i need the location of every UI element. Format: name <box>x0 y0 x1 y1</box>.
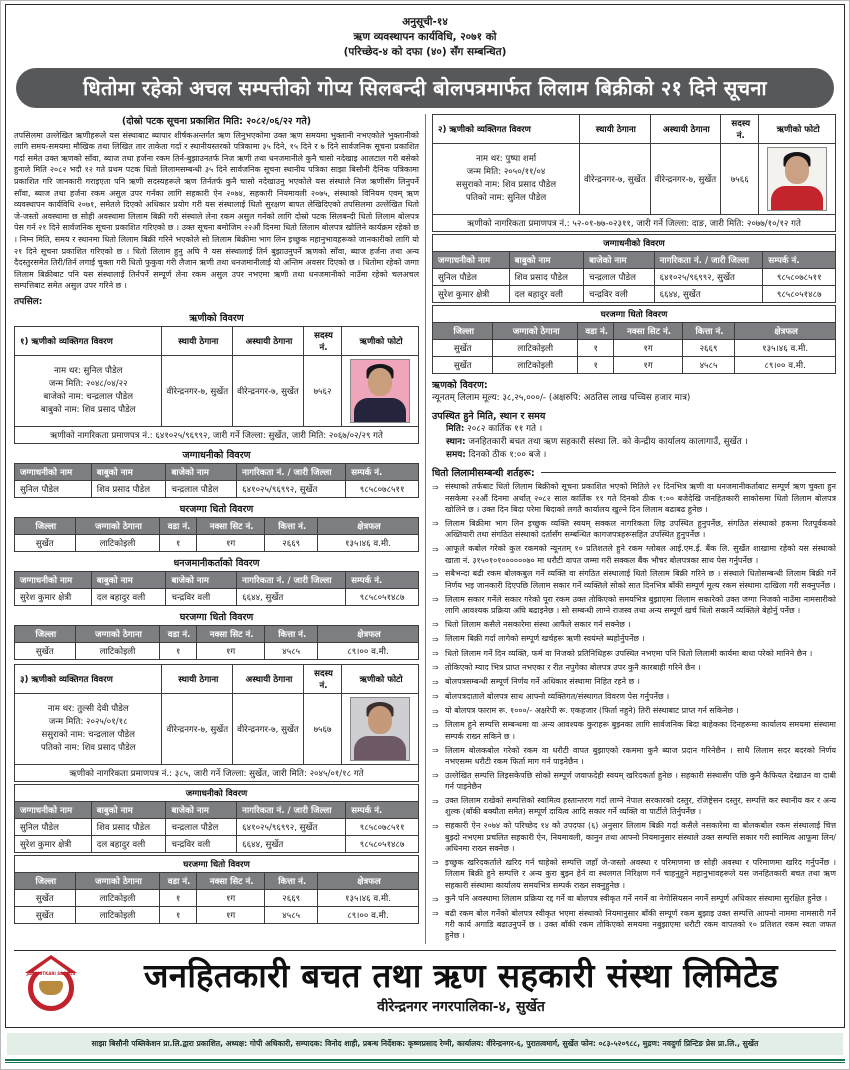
column-header: सम्पर्क नं. <box>346 463 419 480</box>
table-cell: १३५।४६ व.मी. <box>735 339 836 356</box>
column-header: जग्गाधनीको नाम <box>15 571 92 588</box>
table-row <box>433 339 836 356</box>
mortgage-table-b2 <box>432 305 836 374</box>
column-header: कित्ता नं. <box>265 872 318 889</box>
borrower2-photo <box>767 147 827 211</box>
term-item <box>432 633 836 645</box>
borrower1-temp-addr: वीरेन्द्रनगर-७, सुर्खेत <box>233 355 304 426</box>
table-cell: ४५८५ <box>682 356 734 373</box>
landowner-title-b3: जग्गाधनीको विवरण <box>15 784 419 801</box>
meeting-time-value: दिनको ठीक १:०० बजे । <box>468 450 547 461</box>
arrow-bullet-icon: ⇒ <box>432 746 439 756</box>
table-cell: १३५।४६ व.मी. <box>317 889 418 906</box>
column-header: बाबुको नाम <box>91 463 166 480</box>
table-row <box>15 835 419 852</box>
column-header: जग्गाधनीको नाम <box>433 251 510 268</box>
term-text: इच्छुक खरिदकर्ताले खरिद गर्न चाहेको सम्पत्ति जहाँ जे-जस्तो अवस्था र परिमाणमा छ सोही अवस्था र परिमाणमा खरिद गर्नुपर्नेछ । लिलाम बिक्री हुने सम्पत्ति र अन्य कुरा बुझ्न हेर्न वा स्थलगत निरिक्षण गर्न चाहनुहुने महानुभावहरूले यस जनहितकारी बचत तथा ऋण सहकारी संस्थामा कार्यालय समयभित्र सम्पर्क राख्न सक्नुहुनेछ । <box>445 857 836 890</box>
avatar-torso <box>354 736 406 761</box>
column-header: कित्ता नं. <box>265 517 318 534</box>
term-text: लिलाम सकार गर्नेले सकार गरेको पूरा रकम उक्त तोकिएको समयभित्र बुझाएमा लिलाम सकारेको उक्त जग्गा निजको नाउँमा नामसारीको लागि आवश्यक प्रक्रिया अघि बढाइनेछ । सो सम्बन्धी लाग्ने राजस्व तथा अन्य सम्पूर्ण खर्च धितो सकार्ने व्यक्तिले बेहोर्नु पर्नेछ । <box>445 594 836 615</box>
term-item <box>432 543 836 566</box>
borrower3-temp-addr: वीरेन्द्रनगर-७, सुर्खेत <box>233 693 304 764</box>
term-text: सहकारी ऐन २०७४ को परिच्छेद १४ को उपदफा (६) अनुसार लिलाम बिक्री गर्दा कसैले नसकारेमा वा बोलकबोल रकम संस्थालाई चित्त बुझ्दो नभएमा प्रचलित सहकारी ऐन, नियमावली, कानुन तथा आफ्नो नियमानुसार संस्थाले उक्त सम्पत्ति सकार गरी स्वामित्व आफूमा लिन/अधिनमा राख्न सक्नेछ । <box>445 821 836 853</box>
borrower1-photo <box>350 359 410 423</box>
table-cell: ९८५८०७८५११ <box>346 480 419 497</box>
term-item <box>432 481 836 515</box>
table-cell: १ग <box>196 642 265 659</box>
table-cell: सुरेश कुमार क्षेत्री <box>15 588 92 605</box>
mortgage-title-b1: घरजग्गा धितो विवरण <box>179 503 254 515</box>
borrower1-personal-table <box>14 326 419 444</box>
table-cell: चन्द्रविर वली <box>584 285 655 302</box>
column-header: नक्सा सिट नं. <box>614 322 683 339</box>
column-header: क्षेत्रफल <box>317 625 418 642</box>
org-logo <box>20 955 82 1019</box>
table-cell: सुर्खेत <box>15 642 76 659</box>
table-cell: १ <box>160 642 196 659</box>
borrower3-photo-cell <box>342 693 419 764</box>
perm-addr-header: स्थायी ठेगाना <box>162 326 233 355</box>
term-item <box>432 619 836 631</box>
table-cell: लाटिकोइली <box>493 339 578 356</box>
table-cell: ९८५८०७८५११ <box>763 268 836 285</box>
notice-body-paragraph: तपसिलमा उल्लेखित ऋणीहरूले यस संस्थाबाट ब्यापार शीर्षकअन्तर्गत ऋण लिनुभएकोमा उक्त ऋण समयमा भुक्तानी नभएकोले भुक्तानीको लागि समय-समयमा मौखिक तथा लिखित तार ताकेता गर्दा र स्थानीयस्तरको पत्रिकामा ३५ दिने, १५ दिने र ७ दिने सार्वजनिक सूचना प्रकाशित गर्दा समेत उक्त ऋणको साँवा, ब्याज तथा हर्जना रकम तिर्न-बुझाउनतर्फ निज ऋणी तथा धनजमानीले कुनै चासो नदेखाइ आलटाल गरी बसेको हुनाले मिति २०८२ भदौ १२ गते प्रथम पटक धितो लिलामसम्बन्धी ३५ दिने सार्वजनिक सूचना स्थानीय पत्रिका साझा बिसौनी दैनिक पत्रिकामा प्रकाशित गरि जानकारी गराइएता पनि ऋणी सदस्यहरूले ऋण तिर्नतर्फ कुनै चासो नदेखाउनु भएकोले यस संस्थाले निज ऋणीसँग लिनुपर्ने साँवा, ब्याज तथा हर्जना रकम असुल उपर गर्नका लागि सहकारी ऐन २०७४, सहकारी नियमावली २०७५, संस्थाको विनियम एवम् ऋण व्यवस्थापन कार्यविधि २०७१, समेतले दिएको अधिकार प्रयोग गरी यस संस्थालाई धितो सुरक्षण बापत लेखिदिएको तपसिलमा उल्लेखित धितो जे-जस्तो अवस्थामा छ सोही अवस्थामा लिलाम बिक्री गरी संस्थाले लेना रकम असुल गर्नको लागि दोस्रो पटक सिलबन्दी धितो लिलाम बोलपत्र पेस गर्न २१ दिने सार्वजनिक सूचना प्रकाशित गरिएको छ । उक्त सूचना बमोजिम २२औं दिनमा धितो लिलाम बोलपत्र खोलिने कार्यक्रम रहेको छ । निम्न मिति, समय र स्थानमा धितो लिलाम बिक्री गरिने भएकोले सो लिलाम बिक्रीमा भाग लिन इच्छुक महानुभावहरूको जानकारीको लागि यो २१ दिने सूचना प्रकाशित गरिएको छ । धितो लिलाम हुनु अघि नै यस संस्थालाई तिर्न बुझाउनुपर्ने ऋणको साँवा, ब्याज हर्जना तथा अन्य दैदस्तुरसमेत तिरी/तिर्न लगाई चुक्ता गरी धितो फुकुवा गरी लैजान ऋणी तथा धनजमानीलाई यो अन्तिम अवसर दिएको छ । धितोमा रहेको जग्गा लिलाम बिक्रीबाट पनि यस संस्थालाई तिर्नपर्ने सम्पूर्ण लेना रकम असुल उपर नभएमा ऋणी तथा धनजमानीको नाउँमा रहेको चलअचल सम्पत्तिबाट समेत असुल उपर गरिने छ । <box>14 130 419 291</box>
mortgage-title-guarantor: घरजग्गा धितो विवरण <box>179 611 254 623</box>
table-cell: ६६४४, सुर्खेत <box>654 285 763 302</box>
column-header: बाजेको नाम <box>166 571 237 588</box>
table-row <box>15 534 419 551</box>
landowner-title-b1: जग्गाधनीको विवरण <box>182 449 251 461</box>
arrow-bullet-icon: ⇒ <box>432 692 439 702</box>
org-identity <box>92 958 830 1016</box>
temp-addr-header: अस्थायी ठेगाना <box>650 114 721 143</box>
bottom-rule <box>5 1059 845 1063</box>
table-cell: १ <box>578 339 614 356</box>
table-cell: लाटिकोइली <box>75 889 160 906</box>
meeting-date-value: २०८२ कार्तिक ११ गते । <box>467 423 543 434</box>
table-cell: सुर्खेत <box>15 889 76 906</box>
temp-addr-header: अस्थायी ठेगाना <box>233 664 304 693</box>
table-cell: लाटिकोइली <box>493 356 578 373</box>
borrower3-details <box>15 693 162 764</box>
member-no-header: सदस्य नं. <box>303 326 341 355</box>
table-cell: ८९।०० व.मी. <box>317 906 418 923</box>
mortgage-table-b1 <box>14 517 419 552</box>
term-item <box>432 770 836 793</box>
term-text: धितो लिलाम कसैले नसकारेमा संस्था आफैंले सकार गर्न सक्नेछ । <box>445 619 631 629</box>
arrow-bullet-icon: ⇒ <box>432 677 439 687</box>
borrower3-perm-addr: वीरेन्द्रनगर-७, सुर्खेत <box>162 693 233 764</box>
table-row <box>433 268 836 285</box>
table-cell: १ग <box>196 534 265 551</box>
member-no-header: सदस्य नं. <box>721 114 759 143</box>
term-item <box>432 648 836 660</box>
meeting-place <box>446 436 836 449</box>
avatar-face <box>368 368 392 396</box>
mortgage-title-b2: घरजग्गा धितो विवरण <box>433 305 836 322</box>
table-cell: सुर्खेत <box>15 906 76 923</box>
table-cell: १ग <box>614 339 683 356</box>
table-cell: दल बहादुर वली <box>91 835 166 852</box>
notice-title: धितोमा रहेको अचल सम्पत्तीको गोप्य सिलबन्दी बोलपत्रमार्फत लिलाम बिक्रीको २१ दिने सूचना <box>16 68 834 108</box>
landowner-table-b1 <box>14 463 419 498</box>
borrower1-photo-cell <box>342 355 419 426</box>
table-cell: चन्द्रविर वली <box>166 588 237 605</box>
term-item <box>432 893 836 905</box>
term-text: लिलाम बोलकबोल गरेको रकम वा धरौटी वापत बुझाएको रकममा कुनै ब्याज प्रदान गरिनेछैन । साथै लिलाम सदर बदरको निर्णय नभएसम्म धरौटी रकम फिर्ता माग गर्न पाइनेछैन । <box>445 745 836 766</box>
borrower2-husband: पतिको नाम: सुनिल पौडेल <box>465 192 547 203</box>
term-item <box>432 594 836 617</box>
column-header: जग्गाको ठेगाना <box>75 517 160 534</box>
table-cell: १ <box>160 534 196 551</box>
table-row <box>15 818 419 835</box>
column-header: बाजेको नाम <box>584 251 655 268</box>
loan-details-heading: ऋणको विवरण: <box>432 379 488 391</box>
table-cell: सुनिल पौडेल <box>15 480 92 497</box>
page-frame <box>5 4 845 1028</box>
mortgage-table-guarantor <box>14 625 419 660</box>
term-text: उल्लेखित सम्पत्ति लिइसकेपछि सोको सम्पूर्ण जवाफदेही स्वयम् खरिदकर्ता हुनेछ । सहकारी संस्थासँग पछि कुनै कैफियत देखाउन वा दाबी गर्न पाइनेछैन <box>445 770 836 792</box>
arrow-bullet-icon: ⇒ <box>432 771 439 781</box>
table-cell: चन्द्रलाल पौडेल <box>584 268 655 285</box>
borrower1-dob: जन्म मिति: २०४८/०४/२२ <box>48 379 128 390</box>
column-header: बाजेको नाम <box>166 463 237 480</box>
minimum-auction-price: न्यूनतम् लिलाम मूल्य: ३८,२५,०००/- (अक्षरुपि: अठतिस लाख पच्चिस हजार मात्र) <box>432 392 691 403</box>
term-item <box>432 745 836 768</box>
column-header: जग्गाको ठेगाना <box>75 872 160 889</box>
table-row <box>15 889 419 906</box>
table-cell: ९८५८०५१४८७ <box>346 588 419 605</box>
column-header: कित्ता नं. <box>682 322 734 339</box>
table-cell: ९८५८०५१४८७ <box>346 835 419 852</box>
column-header: जग्गाको ठेगाना <box>493 322 578 339</box>
table-cell: सुरेश कुमार क्षेत्री <box>15 835 92 852</box>
publisher-strip: साझा बिसौनी पब्लिकेशन प्रा.लि.द्वारा प्रकाशित, अध्यक्ष: गोपी अधिकारी, सम्पादक: विनोद शाही, प्रबन्ध निर्देशक: कृष्णप्रसाद रेग्मी, कार्यालय: वीरेन्द्रनगर-६, पुरातत्वमार्ग, सुर्खेत फोन: ०८३-५२०९८८, मुद्रण: नवदुर्गा प्रिन्टिङ प्रेस प्रा.लि., सुर्खेत <box>7 1033 843 1055</box>
arrow-bullet-icon: ⇒ <box>432 482 439 492</box>
table-cell: १ग <box>196 906 265 923</box>
borrower3-header: ३) ऋणीको व्यक्तिगत विवरण <box>15 664 162 693</box>
term-text: संस्थाको तर्फबाट धितो लिलाम बिक्रीको सूचना प्रकाशित भएको मितिले २१ दिनभित्र ऋणी वा धनजमानीकर्ताबाट सम्पूर्ण ऋण चुक्ता हुन नसकेमा २२औं दिनमा अर्थात् २०८२ साल कार्तिक ११ गते दिनको ठीक १:०० बजेदेखि जनहितकारी साकोसमा धितो लिलाम बोलपत्र खोलिने छ । उक्त दिन बिदा परेमा बिदाको लगतै कार्यालय खुल्ने दिन लिलाम बढाबढ हुनेछ । <box>445 482 836 515</box>
column-header: जिल्ला <box>15 625 76 642</box>
terms-heading <box>432 466 836 479</box>
column-header: नक्सा सिट नं. <box>196 625 265 642</box>
table-cell: १ <box>160 889 196 906</box>
table-cell: १ग <box>614 356 683 373</box>
meeting-date-label: मिति: <box>446 423 465 434</box>
table-cell: १ <box>160 906 196 923</box>
term-item <box>432 691 836 703</box>
arrow-bullet-icon: ⇒ <box>432 569 439 579</box>
table-cell: सुर्खेत <box>433 356 493 373</box>
borrower1-member-no: ७५६२ <box>303 355 341 426</box>
column-header: बाजेको नाम <box>166 801 237 818</box>
org-address: वीरेन्द्रनगर नगरपालिका-४, सुर्खेत <box>377 999 545 1016</box>
column-header: नक्सा सिट नं. <box>196 872 265 889</box>
borrower2-name: नाम थर: पुष्पा शर्मा <box>475 153 537 164</box>
avatar-torso <box>771 186 823 211</box>
temp-addr-header: अस्थायी ठेगाना <box>233 326 304 355</box>
organization-footer <box>14 950 836 1027</box>
borrower1-name: नाम थर: सुनिल पौडेल <box>54 366 123 377</box>
term-text: यो बोलपत्र फाराम रू. १०००/- अक्षरेपी रू. एकहजार (फिर्ता नहुने) तिरी संस्थाबाट प्राप्त गर्न सकिनेछ । <box>445 706 739 716</box>
borrower1-father: बाबुको नाम: शिव प्रसाद पौडेल <box>40 404 136 415</box>
table-cell: सुर्खेत <box>15 534 76 551</box>
terms-heading-text: धितो लिलामीसम्बन्धी शर्तहरू: <box>432 468 535 480</box>
content-columns <box>14 114 836 945</box>
arrow-bullet-icon: ⇒ <box>432 796 439 806</box>
table-row <box>433 285 836 302</box>
table-cell: २६६९ <box>265 534 318 551</box>
table-row <box>15 588 419 605</box>
borrower2-header: २) ऋणीको व्यक्तिगत विवरण <box>433 114 580 143</box>
table-cell: ६४१०२५/९६९९२, सुर्खेत <box>237 480 346 497</box>
arrow-bullet-icon: ⇒ <box>432 519 439 529</box>
table-cell: १३५।४६ व.मी. <box>317 534 418 551</box>
term-text: सबैभन्दा बढी रकम बोलकबुल गर्ने व्यक्ति वा संगठित संस्थालाई धितो लिलाम बिक्री गरिने छ । संस्थाले धितोसम्बन्धी लिलाम बिक्री गर्ने निर्णय भइ जानकारी दिएपछि लिलाम सकार गर्ने व्यक्तिले सोको सात दिनभित्र बाँकी सम्पूर्ण मूल्य रकम संस्थामा दाखिला गरी सक्नुपर्नेछ । <box>445 569 836 590</box>
borrower2-perm-addr: वीरेन्द्रनगर-७, सुर्खेत <box>580 143 651 214</box>
annex-line: अनुसूची-१४ <box>402 16 448 28</box>
column-header: वडा नं. <box>160 517 196 534</box>
meeting-place-label: स्थान: <box>446 437 466 448</box>
term-text: तोकिएको म्याद भित्र प्राप्त नभएका र रीत नपुगेका बोलपत्र उपर कुनै कारबाही गरिने छैन । <box>445 662 701 672</box>
perm-addr-header: स्थायी ठेगाना <box>580 114 651 143</box>
borrower2-temp-addr: वीरेन्द्रनगर-७, सुर्खेत <box>650 143 721 214</box>
table-cell: सुरेश कुमार क्षेत्री <box>433 285 510 302</box>
borrower3-personal-table <box>14 664 419 782</box>
column-header: नागरिकता नं. / जारी जिल्ला <box>237 571 346 588</box>
arrow-bullet-icon: ⇒ <box>432 595 439 605</box>
borrower3-name: नाम थर: तुल्सी देवी पौडेल <box>47 704 129 715</box>
table-cell: चन्द्रलाल पौडेल <box>166 818 237 835</box>
column-header: नागरिकता नं. / जारी जिल्ला <box>237 801 346 818</box>
arrow-bullet-icon: ⇒ <box>432 620 439 630</box>
arrow-bullet-icon: ⇒ <box>432 821 439 831</box>
org-name: जनहितकारी बचत तथा ऋण सहकारी संस्था लिमिटेड <box>144 956 778 996</box>
term-text: धितो लिलाम गर्ने दिन व्यक्ति, फर्म वा निजको प्रतिनिधिहरू उपस्थित नभएमा पनि धितो लिलामी कार्यमा बाधा परेको मानिने छैन । <box>445 648 813 658</box>
borrower-section-title: ऋणीको विवरण <box>189 312 244 324</box>
term-item <box>432 662 836 674</box>
table-cell: ९८५८०५१४८७ <box>763 285 836 302</box>
borrower2-details <box>433 143 580 214</box>
photo-header: ऋणीको फोटो <box>342 664 419 693</box>
term-text: लिलाम बिक्रीमा भाग लिन इच्छुक व्यक्ति स्वयम् सक्कल नागरिकता लिइ उपस्थित हुनुपर्नेछ, संगठित संस्थाको हकमा रितपूर्वकको अख्तियारी तथा संगठित संस्थाको दर्तासँग सम्बन्धित कागजपत्रहरूसहित उपस्थित हुनुपर्नेछ । <box>445 518 836 540</box>
column-header: बाबुको नाम <box>91 801 166 818</box>
column-header: सम्पर्क नं. <box>346 571 419 588</box>
arrow-bullet-icon: ⇒ <box>432 894 439 904</box>
right-column <box>425 114 836 945</box>
column-header: क्षेत्रफल <box>735 322 836 339</box>
table-cell: ८९।०० व.मी. <box>317 642 418 659</box>
column-header: जिल्ला <box>15 872 76 889</box>
table-cell: २६६९ <box>682 339 734 356</box>
meeting-time <box>446 449 836 462</box>
table-cell: २६६९ <box>265 889 318 906</box>
table-cell: लाटिकोइली <box>75 642 160 659</box>
table-cell: ६४१०२५/९६९९२, सुर्खेत <box>654 268 763 285</box>
table-cell: ६६४४, सुर्खेत <box>237 588 346 605</box>
term-item <box>432 820 836 854</box>
table-row <box>15 480 419 497</box>
landowner-title-b2: जग्गाधनीको विवरण <box>433 234 836 251</box>
landowner-table-b3 <box>14 784 419 853</box>
left-column <box>14 114 425 945</box>
column-header: कित्ता नं. <box>265 625 318 642</box>
column-header: नागरिकता नं. / जारी जिल्ला <box>237 463 346 480</box>
term-item <box>432 568 836 591</box>
term-text: बोलपत्रदाताले बोलपत्र साथ आफ्नो व्यक्तिगत/संस्थागत विवरण पेस गर्नुपर्नेछ । <box>445 691 670 701</box>
column-header: नागरिकता नं. / जारी जिल्ला <box>654 251 763 268</box>
terms-list <box>432 481 836 941</box>
procedure-line: ऋण व्यवस्थापन कार्यविधि, २०७१ को <box>353 31 497 44</box>
table-cell: ४५८५ <box>265 642 318 659</box>
term-text: लिलाम हुने सम्पत्ति सम्बन्धमा वा अन्य आवश्यक कुराहरू बुझ्नका लागि सार्वजनिक बिदा बाहेकका दिनहरूमा कार्यालय समयमा संस्थामा सम्पर्क राख्न सकिने छ । <box>445 720 836 741</box>
guarantor-table <box>14 571 419 606</box>
photo-header: ऋणीको फोटो <box>759 114 836 143</box>
column-header: जिल्ला <box>15 517 76 534</box>
borrower3-photo <box>350 697 410 761</box>
table-cell: दल बहादुर वली <box>509 285 584 302</box>
avatar-torso <box>354 398 406 423</box>
section-ref-line: (परिच्छेद-४ को दफा (४०) सँग सम्बन्धित) <box>343 46 507 59</box>
table-cell: शिव प्रसाद पौडेल <box>91 818 166 835</box>
table-cell: ९८५८०७८५११ <box>346 818 419 835</box>
borrower1-details <box>15 355 162 426</box>
arrow-bullet-icon: ⇒ <box>432 858 439 868</box>
column-header: बाबुको नाम <box>509 251 584 268</box>
table-cell: १ग <box>196 889 265 906</box>
arrow-bullet-icon: ⇒ <box>432 544 439 554</box>
table-cell: दल बहादुर वली <box>91 588 166 605</box>
table-cell: १ <box>578 356 614 373</box>
column-header: जग्गाको ठेगाना <box>75 625 160 642</box>
column-header: सम्पर्क नं. <box>346 801 419 818</box>
avatar-face <box>785 156 809 184</box>
avatar-face <box>368 706 392 734</box>
borrower1-perm-addr: वीरेन्द्रनगर-७, सुर्खेत <box>162 355 233 426</box>
borrower2-dob: जन्म मिति: २०५०/११/०४ <box>466 166 546 177</box>
meeting-heading: उपस्थित हुने मिति, स्थान र समय <box>432 410 546 422</box>
table-cell: शिव प्रसाद पौडेल <box>91 480 166 497</box>
column-header: जग्गाधनीको नाम <box>15 801 92 818</box>
table-cell: सुनिल पौडेल <box>433 268 510 285</box>
arrow-bullet-icon: ⇒ <box>432 706 439 716</box>
table-cell: चन्द्रलाल पौडेल <box>166 480 237 497</box>
column-header: वडा नं. <box>578 322 614 339</box>
term-text: कुनै पनि अवस्थामा लिलाम प्रक्रिया रद्द गर्ने वा बोलपत्र स्वीकृत गर्ने नगर्ने वा नेगोसियसन नगर्ने सम्पूर्ण अधिकार संस्थामा सुरक्षित हुनेछ । <box>445 894 828 904</box>
column-header: वडा नं. <box>160 625 196 642</box>
borrower2-photo-cell <box>759 143 836 214</box>
term-text: आफूले कबोल गरेको कुल रकमको न्यूनतम् १० प्रतिशतले हुने रकम ग्लोबल आई.एम.ई. बैंक लि. सुर्खेत शाखामा रहेको यस संस्थाको खाता नं. ३१५०१०१००००००७० मा धरौटी वापत जम्मा गरी सक्कल बैंक भौचर बोलपत्रका साथ पेस गर्नुपर्नेछ । <box>445 544 836 565</box>
column-header: जग्गाधनीको नाम <box>15 463 92 480</box>
table-cell: लाटिकोइली <box>75 906 160 923</box>
term-text: उक्त लिलाम राखेको सम्पत्तिको स्वामित्व हस्तान्तरण गर्दा लाग्ने नेपाल सरकारको दस्तुर, रजिष्ट्रेसन दस्तुर, सम्पत्ति कर स्थानीय कर र अन्य शुल्क (बाँकी बक्यौता समेत) सम्पूर्ण दायित्व आदि सकार गर्ने व्यक्ति वा पार्टीले तिर्नुपर्नेछ । <box>445 796 836 817</box>
column-header: बाबुको नाम <box>91 571 166 588</box>
meeting-place-value: जनहितकारी बचत तथा ऋण सहकारी संस्था लि. को केन्द्रीय कार्यालय कालागाउँ, सुर्खेत । <box>468 437 748 448</box>
borrower1-citizenship: ऋणीको नागरिकता प्रमाणपत्र नं.: ६४१०२५/९६९९२, जारी गर्ने जिल्ला: सुर्खेत, जारी मिति: २०६७/०२/२९ गते <box>15 426 419 443</box>
meeting-date <box>446 423 836 436</box>
page-header <box>14 11 836 108</box>
borrower3-citizenship: ऋणीको नागरिकता प्रमाणपत्र नं.: ३८५, जारी गर्ने जिल्ला: सुर्खेत, जारी मिति: २०४५/०१/१८ गते <box>15 764 419 781</box>
table-cell: सुनिल पौडेल <box>15 818 92 835</box>
column-header: सम्पर्क नं. <box>763 251 836 268</box>
term-item <box>432 908 836 942</box>
term-item <box>432 705 836 717</box>
column-header: क्षेत्रफल <box>317 517 418 534</box>
term-item <box>432 719 836 742</box>
term-text: बोलपत्रसम्बन्धी सम्पूर्ण निर्णय गर्ने अधिकार संस्थामा निहित रहने छ । <box>445 677 640 687</box>
term-item <box>432 857 836 891</box>
table-cell: शिव प्रसाद पौडेल <box>509 268 584 285</box>
landowner-table-b2 <box>432 234 836 303</box>
borrower2-father-in-law: ससुराको नाम: शिव प्रसाद पौडेल <box>456 179 557 190</box>
table-cell: चन्द्रविर वली <box>166 835 237 852</box>
table-cell: लाटिकोइली <box>75 534 160 551</box>
meeting-time-label: समय: <box>446 450 466 461</box>
table-cell: ६६४४, सुर्खेत <box>237 835 346 852</box>
arrow-bullet-icon: ⇒ <box>432 720 439 730</box>
table-row <box>433 356 836 373</box>
term-item <box>432 795 836 818</box>
mortgage-table-b3 <box>14 855 419 924</box>
table-cell: ८९।०० व.मी. <box>735 356 836 373</box>
borrower3-father-in-law: ससुराको नाम: चन्द्रलाल पौडेल <box>41 729 135 740</box>
mortgage-title-b3: घरजग्गा धितो विवरण <box>15 855 419 872</box>
borrower1-header: १) ऋणीको व्यक्तिगत विवरण <box>15 326 162 355</box>
term-text: लिलाम बिक्री गर्दा लागेको सम्पूर्ण खर्चहरू ऋणी स्वयंम्ले ब्यहोर्नुपर्नेछ । <box>445 634 645 644</box>
table-row <box>15 906 419 923</box>
column-header: वडा नं. <box>160 872 196 889</box>
arrow-bullet-icon: ⇒ <box>432 663 439 673</box>
borrower1-grandfather: बाजेको नाम: चन्द्रलाल पौडेल <box>43 391 134 402</box>
arrow-bullet-icon: ⇒ <box>432 649 439 659</box>
arrow-bullet-icon: ⇒ <box>432 634 439 644</box>
tapasil-label: तपसिल: <box>14 296 43 307</box>
arrow-bullet-icon: ⇒ <box>432 909 439 919</box>
column-header: नक्सा सिट नं. <box>196 517 265 534</box>
borrower3-member-no: ७५६७ <box>303 693 341 764</box>
borrower2-member-no: ७५६६ <box>721 143 759 214</box>
borrower3-dob: जन्म मिति: २०२५/०१/१८ <box>48 717 128 728</box>
table-cell: सुर्खेत <box>433 339 493 356</box>
meeting-details <box>446 423 836 463</box>
table-row <box>15 642 419 659</box>
guarantor-title: धनजमानीकर्ताको विवरण <box>173 557 260 569</box>
borrower3-husband: पतिको नाम: शिव प्रसाद पौडेल <box>40 742 136 753</box>
logo-text: JANAHITKARI SACCOS <box>26 971 76 977</box>
borrower2-citizenship: ऋणीको नागरिकता प्रमाणपत्र नं.: ५२-०१-७७-०२३११, जारी गर्ने जिल्ला: दाङ, जारी मिति: २०७७/१०/१२ गते <box>433 214 836 231</box>
publication-date: (दोस्रो पटक सूचना प्रकाशित मिति: २०८२/०६/२२ गते) <box>121 115 312 127</box>
term-item <box>432 518 836 541</box>
column-header: क्षेत्रफल <box>317 872 418 889</box>
borrower2-personal-table <box>432 114 836 232</box>
table-cell: ६४१०२५/९६९९२, सुर्खेत <box>237 818 346 835</box>
table-cell: ४५८५ <box>265 906 318 923</box>
term-text: बढी रकम बोल गर्नेको बोलपत्र स्वीकृत भएमा संस्थाको नियमानुसार बाँकी सम्पूर्ण रकम बुझाइ उक्त सम्पत्ति आफ्नो नाममा नामसारी गर्ने गरी कार्य अगाडि बढाउनुपर्ने छ । उक्त बाँकी रकम तोकिएको समयमा नबुझाएमा धरौटी रकम वापतको १० प्रतिशत रकम स्वतः जफत हुनेछ । <box>445 908 836 941</box>
member-no-header: सदस्य नं. <box>303 664 341 693</box>
perm-addr-header: स्थायी ठेगाना <box>162 664 233 693</box>
photo-header: ऋणीको फोटो <box>342 326 419 355</box>
term-item <box>432 676 836 688</box>
column-header: जिल्ला <box>433 322 493 339</box>
